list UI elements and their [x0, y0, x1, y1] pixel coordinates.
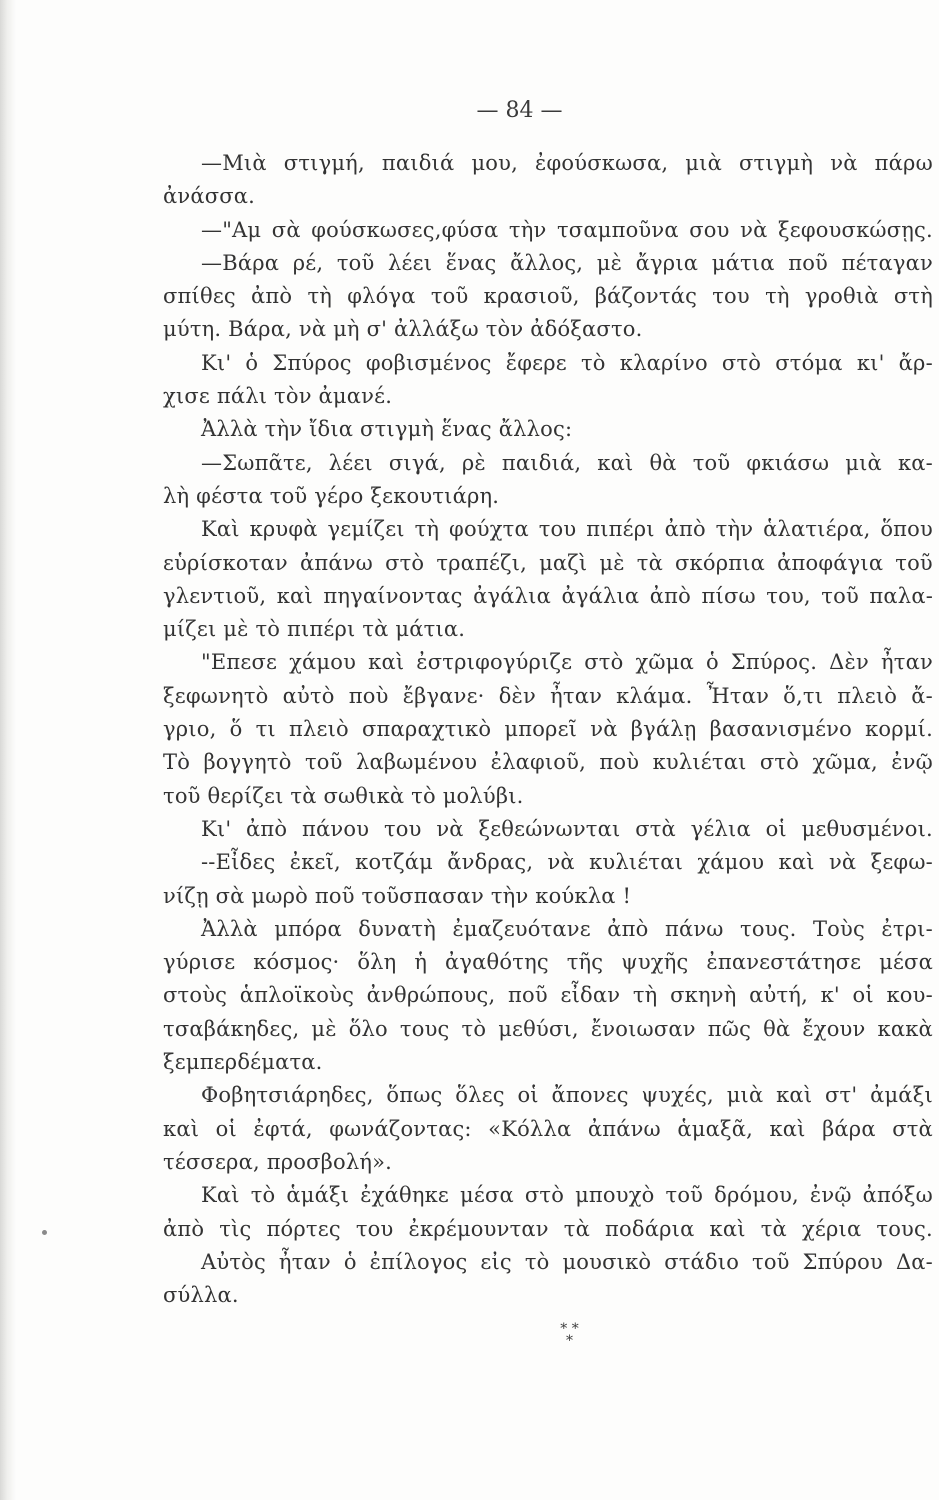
- text-line: ξεμπερδέματα.: [163, 1050, 323, 1075]
- text-line: τοῦ θερίζει τὰ σωθικὰ τὸ μολύβι.: [163, 783, 524, 808]
- binding-edge: [0, 0, 16, 1500]
- ornament-bottom: *: [566, 1333, 573, 1349]
- text-line: τσαβάκηδες, μὲ ὅλο τους τὸ μεθύσι, ἔνοιωσαν πῶς θὰ ἔχουν κακὰ: [163, 1016, 933, 1041]
- text-line: ἀπὸ τὶς πόρτες του ἐκρέμουνταν τὰ ποδάρια καὶ τὰ χέρια τους.: [163, 1216, 933, 1241]
- text-line: Καὶ κρυφὰ γεμίζει τὴ φούχτα του πιπέρι ἀπὸ τὴν ἁλατιέρα, ὅπου: [201, 517, 933, 542]
- page-number: — 84 —: [476, 98, 563, 123]
- text-line: γλεντιοῦ, καὶ πηγαίνοντας ἀγάλια ἀγάλια ἀπὸ πίσω του, τοῦ παλα-: [163, 583, 933, 608]
- body-text: [163, 147, 933, 1312]
- text-line: Αὐτὸς ἦταν ὁ ἐπίλογος εἰς τὸ μουσικὸ στάδιο τοῦ Σπύρου Δα-: [201, 1249, 933, 1274]
- text-line: Ἀλλὰ μπόρα δυνατὴ ἐμαζευότανε ἀπὸ πάνω τους. Τοὺς ἐτρι-: [201, 916, 933, 941]
- text-line: εὑρίσκοταν ἀπάνω στὸ τραπέζι, μαζὶ μὲ τὰ σκόρπια ἀποφάγια τοῦ: [163, 550, 933, 575]
- text-line: Καὶ τὸ ἁμάξι ἐχάθηκε μέσα στὸ μπουχὸ τοῦ δρόμου, ἐνῷ ἀπόξω: [201, 1183, 933, 1208]
- text-line: Ἀλλὰ τὴν ἴδια στιγμὴ ἕνας ἄλλος:: [201, 417, 573, 442]
- text-line: γύρισε κόσμος· ὅλη ἡ ἀγαθότης τῆς ψυχῆς ἐπανεστάτησε μέσα: [163, 950, 933, 975]
- text-line: --Εἶδες ἐκεῖ, κοτζάμ ἄνδρας, νὰ κυλιέται χάμου καὶ νὰ ξεφω-: [201, 850, 933, 875]
- text-line: σπίθες ἀπὸ τὴ φλόγα τοῦ κρασιοῦ, βάζοντάς του τὴ γροθιὰ στὴ: [163, 284, 933, 309]
- section-ornament: [0, 1323, 939, 1347]
- text-line: —Μιὰ στιγμή, παιδιά μου, ἐφούσκωσα, μιὰ στιγμὴ νὰ πάρω: [201, 151, 933, 175]
- text-line: τέσσερα, προσβολή».: [163, 1149, 393, 1174]
- text-line: γριο, ὅ τι πλειὸ σπαραχτικὸ μπορεῖ νὰ βγάλῃ βασανισμένο κορμί.: [163, 717, 933, 742]
- text-line: Φοβητσιάρηδες, ὅπως ὅλες οἱ ἄπονες ψυχές, μιὰ καὶ στ' ἀμάξι: [201, 1083, 933, 1108]
- text-line: μίζει μὲ τὸ πιπέρι τὰ μάτια.: [163, 617, 466, 642]
- text-line: χισε πάλι τὸν ἀμανέ.: [163, 384, 393, 409]
- text-line: νίζῃ σὰ μωρὸ ποῦ τοῦσπασαν τὴν κούκλα !: [163, 883, 632, 908]
- text-line: —Σωπᾶτε, λέει σιγά, ρὲ παιδιά, καὶ θὰ τοῦ φκιάσω μιὰ κα-: [201, 450, 933, 475]
- text-line: "Επεσε χάμου καὶ ἐστριφογύριζε στὸ χῶμα ὁ Σπύρος. Δὲν ἦταν: [201, 650, 933, 675]
- text-line: Τὸ βογγητὸ τοῦ λαβωμένου ἐλαφιοῦ, ποὺ κυλιέται στὸ χῶμα, ἐνῷ: [163, 750, 933, 775]
- text-line: λὴ φέστα τοῦ γέρο ξεκουτιάρη.: [163, 483, 500, 508]
- text-line: στοὺς ἁπλοϊκοὺς ἀνθρώπους, ποῦ εἶδαν τὴ σκηνὴ αὐτή, κ' οἱ κου-: [163, 983, 933, 1008]
- ornament-top: * *: [560, 1321, 579, 1337]
- text-line: Κι' ἀπὸ πάνου του νὰ ξεθεώνωνται στὰ γέλια οἱ μεθυσμένοι.: [201, 816, 933, 841]
- text-line: ἀνάσσα.: [163, 184, 256, 209]
- text-line: μύτη. Βάρα, νὰ μὴ σ' ἀλλάξω τὸν ἀδόξαστο.: [163, 317, 643, 342]
- text-line: σύλλα.: [163, 1283, 239, 1308]
- text-line: —"Αμ σὰ φούσκωσες,φύσα τὴν τσαμποῦνα σου νὰ ξεφουσκώσῃς.: [201, 217, 933, 242]
- text-line: —Βάρα ρέ, τοῦ λέει ἕνας ἄλλος, μὲ ἄγρια μάτια ποῦ πέταγαν: [201, 250, 933, 275]
- ink-dot: [42, 1230, 47, 1235]
- text-line: Κι' ὁ Σπύρος φοβισμένος ἔφερε τὸ κλαρίνο στὸ στόμα κι' ἄρ-: [201, 350, 933, 375]
- text-line: καὶ οἱ ἐφτά, φωνάζοντας: «Κόλλα ἀπάνω ἁμαξᾶ, καὶ βάρα στὰ: [163, 1116, 933, 1141]
- text-line: ξεφωνητὸ αὐτὸ ποὺ ἔβγανε· δὲν ἦταν κλάμα. Ἦταν ὅ,τι πλειὸ ἄ-: [163, 683, 933, 708]
